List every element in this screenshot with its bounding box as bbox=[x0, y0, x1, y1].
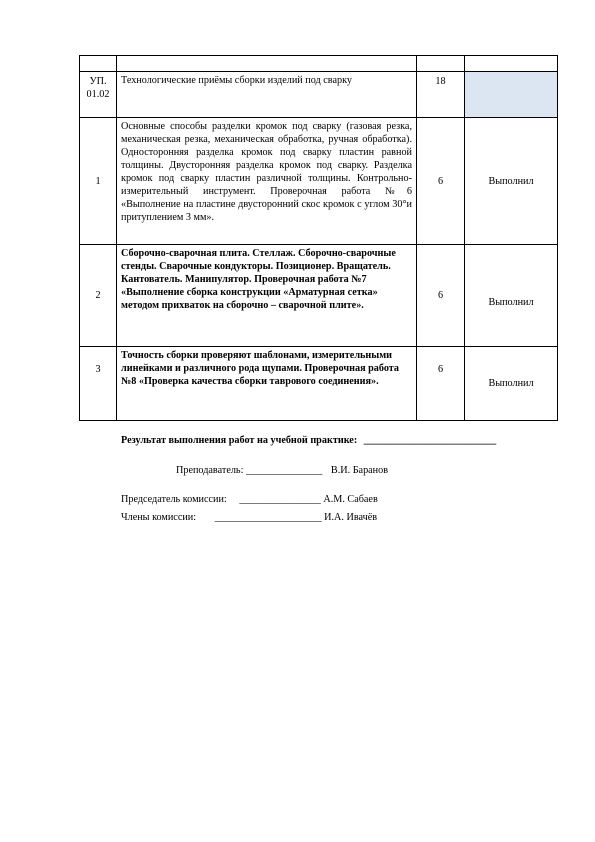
teacher-name: В.И. Баранов bbox=[330, 465, 389, 476]
members-signature bbox=[121, 511, 377, 524]
shaded-cell bbox=[465, 72, 558, 118]
row-hours: 6 bbox=[437, 175, 444, 187]
row-hours: 6 bbox=[437, 290, 444, 301]
row-content: Точность сборки проверяют шаблонами, измерительными линейками и различного рода щупами. Проверочная работа №8 «Проверка качества сборки таврового соединения». bbox=[121, 350, 400, 387]
row-number: 3 bbox=[95, 364, 101, 375]
row-content: Сборочно-сварочная плита. Стеллаж. Сборочно-сварочные стенды. Сварочные кондукторы. Позиционер. Вращатель. Кантователь. Манипулятор. Проверочная работа №7 «Выполнение сборка конструкции «Арматурная сетка» методом прихваток на сборочно – сварочной плите». bbox=[121, 248, 396, 311]
row-hours: 6 bbox=[437, 364, 444, 375]
row-number: 2 bbox=[95, 290, 101, 301]
chair-label: Председатель комиссии: bbox=[121, 494, 227, 505]
practice-table bbox=[79, 55, 558, 421]
table-empty-row bbox=[80, 56, 558, 72]
teacher-blank: _______________ bbox=[245, 465, 323, 476]
members-label: Члены комиссии: bbox=[121, 512, 197, 523]
result-blank: __________________________ bbox=[363, 435, 497, 446]
module-code: УП. 01.02 bbox=[86, 76, 110, 100]
table-row bbox=[80, 347, 558, 421]
row-status: Выполнил bbox=[488, 378, 534, 389]
row-status: Выполнил bbox=[488, 297, 534, 308]
result-label: Результат выполнения работ на учебной практике: bbox=[121, 435, 358, 446]
module-title: Технологические приёмы сборки изделий под сварку bbox=[121, 75, 352, 86]
table-row bbox=[80, 245, 558, 347]
members-name: И.А. Ивачёв bbox=[324, 512, 378, 523]
row-status: Выполнил bbox=[488, 175, 534, 187]
teacher-label: Преподаватель: bbox=[176, 465, 244, 476]
members-blank: _____________________ bbox=[214, 512, 322, 523]
module-hours: 18 bbox=[435, 76, 446, 87]
row-number: 1 bbox=[95, 175, 101, 187]
table-header-row bbox=[80, 72, 558, 118]
chair-signature bbox=[121, 493, 378, 506]
chair-blank: ________________ bbox=[239, 494, 321, 505]
result-line bbox=[121, 434, 496, 447]
teacher-signature bbox=[176, 464, 388, 477]
table-row bbox=[80, 118, 558, 245]
chair-name: А.М. Сабаев bbox=[323, 494, 378, 505]
row-content: Основные способы разделки кромок под сварку (газовая резка, механическая резка, механическая обработка, ручная обработка). Односторонняя разделка кромок под сварку пластин равной толщины. Двусторонняя разделка кромок под сварку. Разделка кромок под сварку пластин различной толщины. Контрольно-измерительный инструмент. Проверочная работа №6 «Выполнение на пластине двусторонний скос кромок с углом 30°и притуплением 3 мм». bbox=[121, 121, 412, 223]
